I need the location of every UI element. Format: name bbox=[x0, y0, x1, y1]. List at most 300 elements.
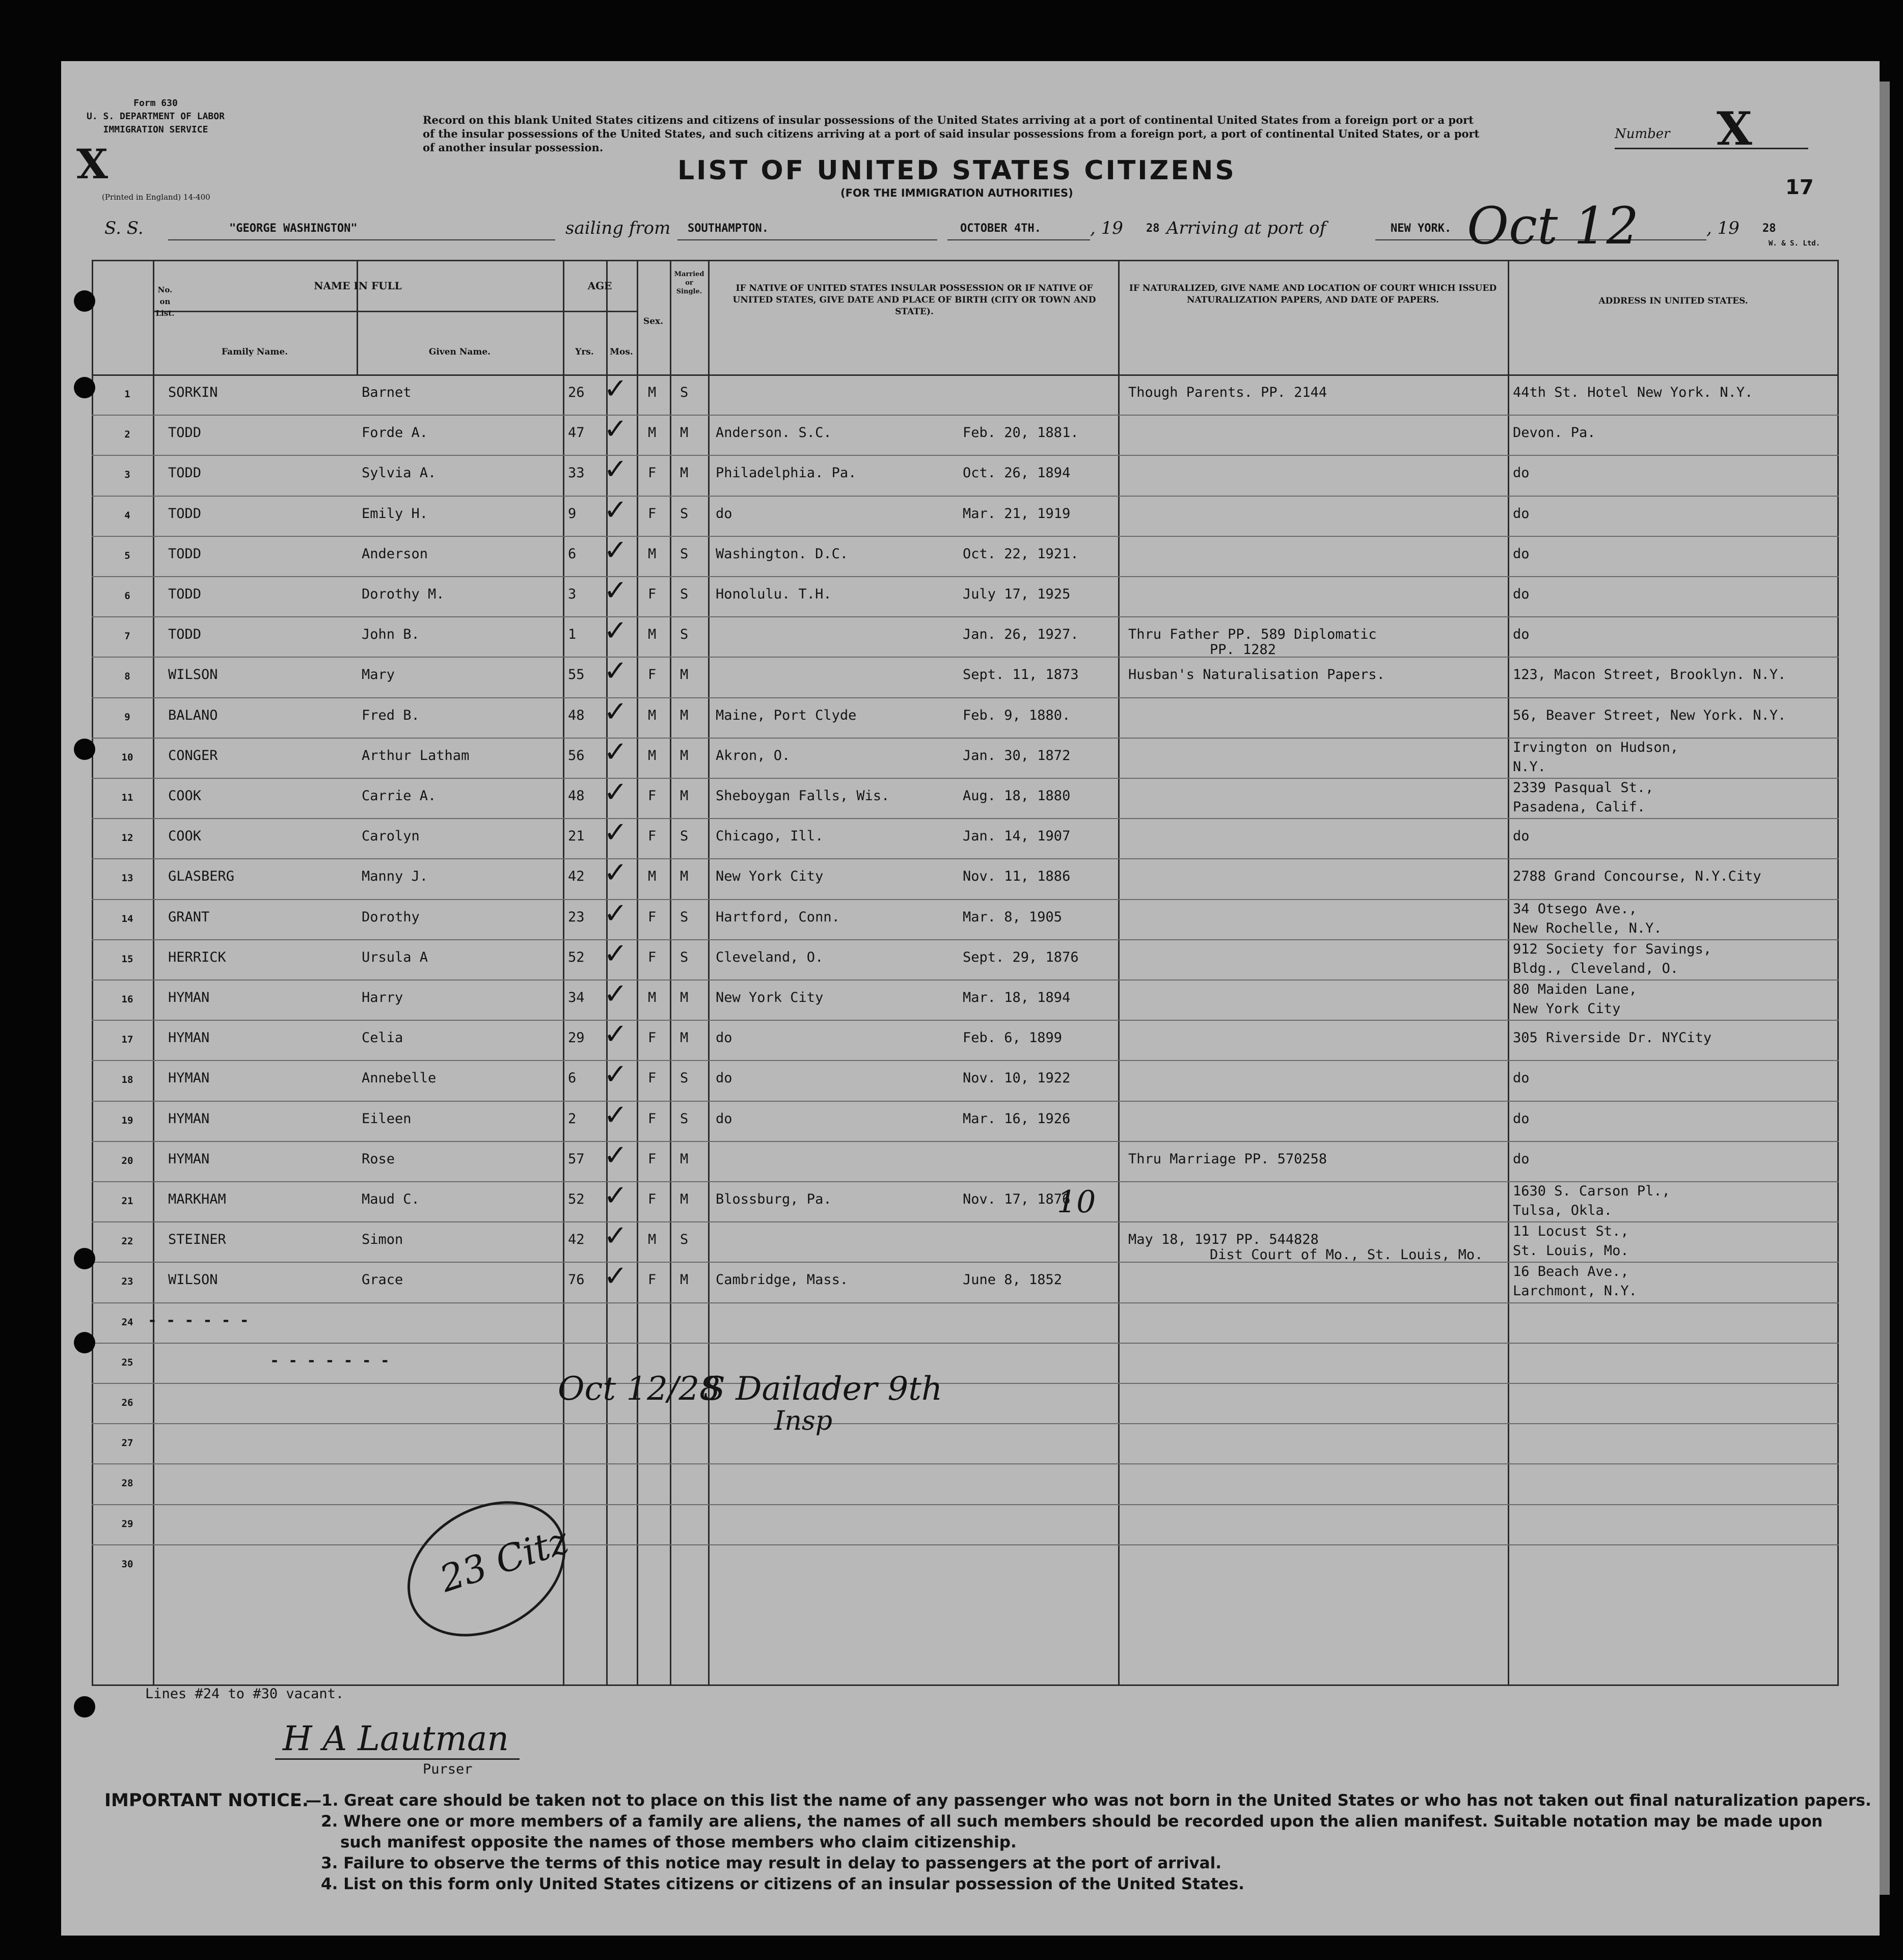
family-name: GRANT bbox=[168, 909, 210, 925]
marital-status: S bbox=[680, 828, 689, 845]
address: 56, Beaver Street, New York. N.Y. bbox=[1513, 707, 1786, 723]
naturalization: Though Parents. PP. 2144 bbox=[1128, 385, 1327, 400]
family-name: GLASBERG bbox=[168, 868, 235, 885]
sex: F bbox=[648, 505, 657, 522]
ss-label: S. S. bbox=[104, 218, 144, 238]
departure-year: 28 bbox=[1146, 222, 1160, 235]
header-name-in-full: NAME IN FULL bbox=[314, 280, 402, 292]
inspection-date: Oct 12/28 bbox=[558, 1370, 720, 1408]
birth-date: Mar. 8, 1905 bbox=[963, 909, 1063, 925]
row-number: 11 bbox=[121, 792, 133, 803]
row-number: 28 bbox=[121, 1478, 133, 1489]
birth-date: Oct. 22, 1921. bbox=[963, 546, 1079, 562]
birth-place: Chicago, Ill. bbox=[716, 828, 824, 845]
signature-line bbox=[275, 1758, 520, 1760]
given-name: Barnet bbox=[362, 385, 412, 400]
checkmark-icon: ✓ bbox=[604, 937, 628, 970]
address: do bbox=[1513, 1110, 1530, 1127]
marital-status: M bbox=[680, 1030, 689, 1046]
number-underline bbox=[1615, 148, 1808, 149]
birth-place: Akron, O. bbox=[716, 747, 791, 764]
family-name: COOK bbox=[168, 828, 202, 845]
header-given-name: Given Name. bbox=[428, 347, 491, 357]
departure-date: OCTOBER 4TH. bbox=[960, 222, 1041, 235]
given-name: Dorothy bbox=[362, 909, 420, 925]
family-name: HYMAN bbox=[168, 990, 210, 1005]
birth-place: New York City bbox=[716, 868, 824, 885]
given-name: Annebelle bbox=[362, 1070, 437, 1086]
row-rule bbox=[92, 1383, 1839, 1384]
row-number: 15 bbox=[121, 953, 133, 965]
marital-status: S bbox=[680, 385, 689, 400]
birth-place: Cleveland, O. bbox=[716, 949, 824, 965]
checkmark-icon: ✓ bbox=[604, 977, 628, 1011]
sex: F bbox=[648, 465, 657, 481]
notice-item: 3. Failure to observe the terms of this notice may result in delay to passengers at the port of arrival. bbox=[321, 1854, 1221, 1872]
naturalization: May 18, 1917 PP. 544828 bbox=[1128, 1232, 1319, 1248]
marital-status: S bbox=[680, 505, 689, 522]
birth-date: Mar. 21, 1919 bbox=[963, 505, 1071, 522]
table-row bbox=[0, 1260, 1903, 1313]
department-name: U. S. DEPARTMENT OF LABOR bbox=[87, 111, 225, 122]
table-row bbox=[0, 453, 1903, 506]
family-name: CONGER bbox=[168, 747, 218, 764]
address: 1630 S. Carson Pl., bbox=[1513, 1183, 1670, 1199]
marital-status: M bbox=[680, 1191, 689, 1207]
marital-status: M bbox=[680, 747, 689, 764]
marital-status: S bbox=[680, 586, 689, 602]
given-name: Celia bbox=[362, 1030, 403, 1046]
age-years: 26 bbox=[568, 385, 585, 400]
family-name: TODD bbox=[168, 586, 202, 602]
address: do bbox=[1513, 465, 1530, 481]
age-years: 76 bbox=[568, 1272, 585, 1288]
address-line-2: Bldg., Cleveland, O. bbox=[1513, 960, 1679, 976]
sex: M bbox=[648, 1232, 657, 1248]
checkmark-icon: ✓ bbox=[604, 1098, 628, 1132]
sailing-label: sailing from bbox=[565, 218, 671, 238]
row-rule bbox=[92, 1463, 1839, 1464]
row-number: 10 bbox=[121, 751, 133, 763]
given-name: Eileen bbox=[362, 1110, 412, 1127]
birth-place: Cambridge, Mass. bbox=[716, 1272, 849, 1288]
purser-label: Purser bbox=[423, 1761, 473, 1777]
address: do bbox=[1513, 627, 1530, 643]
printer-mark: W. & S. Ltd. bbox=[1769, 239, 1820, 248]
sex: F bbox=[648, 1151, 657, 1167]
row-number: 7 bbox=[124, 631, 130, 642]
sex: F bbox=[648, 1110, 657, 1127]
binder-hole bbox=[74, 1696, 95, 1718]
from-port: SOUTHAMPTON. bbox=[688, 222, 769, 235]
marital-status: S bbox=[680, 546, 689, 562]
address: 80 Maiden Lane, bbox=[1513, 982, 1637, 997]
row-number: 6 bbox=[124, 590, 130, 602]
ship-underline bbox=[168, 239, 555, 240]
header-age: AGE bbox=[587, 280, 612, 292]
row-rule bbox=[92, 1343, 1839, 1344]
given-name: Emily H. bbox=[362, 505, 428, 522]
checkmark-icon: ✓ bbox=[604, 1058, 628, 1092]
row-number: 20 bbox=[121, 1155, 133, 1166]
family-name: SORKIN bbox=[168, 385, 218, 400]
row-number: 21 bbox=[121, 1195, 133, 1207]
family-name: MARKHAM bbox=[168, 1191, 226, 1207]
table-row bbox=[0, 413, 1903, 466]
marital-status: M bbox=[680, 707, 689, 723]
birth-date: Mar. 18, 1894 bbox=[963, 990, 1071, 1005]
age-years: 21 bbox=[568, 828, 585, 845]
family-name: TODD bbox=[168, 425, 202, 441]
binder-hole bbox=[74, 739, 95, 760]
sex: F bbox=[648, 1070, 657, 1086]
sex: F bbox=[648, 586, 657, 602]
row-number: 14 bbox=[121, 913, 133, 924]
row-number: 12 bbox=[121, 832, 133, 844]
sex: M bbox=[648, 707, 657, 723]
birth-date: Feb. 20, 1881. bbox=[963, 425, 1079, 441]
purser-signature: H A Lautman bbox=[283, 1719, 509, 1758]
row-number: 5 bbox=[124, 550, 130, 561]
address: 44th St. Hotel New York. N.Y. bbox=[1513, 385, 1753, 400]
date-underline bbox=[947, 239, 1090, 240]
inspector-title: Insp bbox=[774, 1406, 833, 1436]
marital-status: S bbox=[680, 627, 689, 643]
row-number: 30 bbox=[121, 1558, 133, 1570]
birth-date: Jan. 26, 1927. bbox=[963, 627, 1079, 643]
birth-date: Nov. 10, 1922 bbox=[963, 1070, 1071, 1086]
age-years: 48 bbox=[568, 707, 585, 723]
address: 34 Otsego Ave., bbox=[1513, 901, 1637, 917]
row-number: 18 bbox=[121, 1074, 133, 1086]
age-years: 6 bbox=[568, 1070, 577, 1086]
table-top-border bbox=[92, 260, 1839, 261]
given-name: Carolyn bbox=[362, 828, 420, 845]
row-rule bbox=[92, 1504, 1839, 1505]
name-header-rule bbox=[153, 311, 581, 312]
table-row bbox=[0, 574, 1903, 627]
row-number: 27 bbox=[121, 1437, 133, 1449]
birth-date: Nov. 11, 1886 bbox=[963, 868, 1071, 885]
age-years: 56 bbox=[568, 747, 585, 764]
given-name: Dorothy M. bbox=[362, 586, 445, 602]
sex: M bbox=[648, 627, 657, 643]
inspector-name: S Dailader 9th bbox=[703, 1370, 943, 1408]
address: 912 Society for Savings, bbox=[1513, 941, 1712, 957]
table-row bbox=[0, 776, 1903, 829]
address: 2339 Pasqual St., bbox=[1513, 780, 1654, 796]
given-name: Harry bbox=[362, 990, 403, 1005]
year-prefix: , 19 bbox=[1090, 218, 1123, 238]
checkmark-icon: ✓ bbox=[604, 776, 628, 809]
given-name: Rose bbox=[362, 1151, 395, 1167]
table-row bbox=[0, 533, 1903, 587]
table-row bbox=[0, 1098, 1903, 1152]
family-name: COOK bbox=[168, 788, 202, 804]
row-number: 25 bbox=[121, 1356, 133, 1368]
birth-date: July 17, 1925 bbox=[963, 586, 1071, 602]
checkmark-icon: ✓ bbox=[604, 1018, 628, 1051]
birth-place: do bbox=[716, 1070, 732, 1086]
table-row bbox=[0, 493, 1903, 547]
birth-date: Jan. 14, 1907 bbox=[963, 828, 1071, 845]
address-line-2: New York City bbox=[1513, 1001, 1621, 1017]
header-sex: Sex. bbox=[643, 316, 664, 326]
age-years: 9 bbox=[568, 505, 577, 522]
checkmark-icon: ✓ bbox=[604, 1138, 628, 1172]
sex: F bbox=[648, 828, 657, 845]
given-name: Simon bbox=[362, 1232, 403, 1248]
family-name: STEINER bbox=[168, 1232, 226, 1248]
given-name: Forde A. bbox=[362, 425, 428, 441]
row-number: 9 bbox=[124, 711, 130, 723]
birth-date: June 8, 1852 bbox=[963, 1272, 1063, 1288]
header-naturalization: IF NATURALIZED, GIVE NAME AND LOCATION OF COURT WHICH ISSUED NATURALIZATION PAPERS, AND DATE OF PAPERS. bbox=[1129, 283, 1497, 305]
checkmark-icon: ✓ bbox=[604, 896, 628, 930]
header-bottom-border bbox=[92, 374, 1839, 376]
birth-date: Nov. 17, 1876 bbox=[963, 1191, 1071, 1207]
family-name: BALANO bbox=[168, 707, 218, 723]
binder-hole bbox=[74, 377, 95, 398]
checkmark-icon: ✓ bbox=[604, 372, 628, 405]
checkmark-icon: ✓ bbox=[604, 493, 628, 527]
age-years: 42 bbox=[568, 1232, 585, 1248]
marital-status: S bbox=[680, 909, 689, 925]
age-years: 6 bbox=[568, 546, 577, 562]
marital-status: M bbox=[680, 1151, 689, 1167]
birth-date: Oct. 26, 1894 bbox=[963, 465, 1071, 481]
checkmark-icon: ✓ bbox=[604, 614, 628, 648]
ship-name: "GEORGE WASHINGTON" bbox=[229, 222, 358, 235]
row-number: 19 bbox=[121, 1114, 133, 1126]
family-name: TODD bbox=[168, 627, 202, 643]
birth-place: do bbox=[716, 505, 732, 522]
arrival-year-prefix: , 19 bbox=[1706, 218, 1739, 238]
header-birth-place: IF NATIVE OF UNITED STATES INSULAR POSSESSION OR IF NATIVE OF UNITED STATES, GIVE DATE AND PLACE OF BIRTH (CITY OR TOWN AND STATE). bbox=[732, 283, 1096, 317]
sex: M bbox=[648, 747, 657, 764]
header-married-single: Married or Single. bbox=[674, 270, 704, 295]
row-rule bbox=[92, 1544, 1839, 1545]
notice-title: IMPORTANT NOTICE. bbox=[104, 1790, 309, 1811]
row-number: 26 bbox=[121, 1397, 133, 1408]
birth-place: Honolulu. T.H. bbox=[716, 586, 832, 602]
address: do bbox=[1513, 546, 1530, 562]
marital-status: S bbox=[680, 949, 689, 965]
table-row bbox=[0, 816, 1903, 869]
naturalization: Thru Marriage PP. 570258 bbox=[1128, 1151, 1327, 1167]
page-title: LIST OF UNITED STATES CITIZENS bbox=[677, 155, 1236, 186]
birth-date: Feb. 9, 1880. bbox=[963, 707, 1071, 723]
birth-date: Sept. 11, 1873 bbox=[963, 667, 1079, 683]
list-number: X bbox=[1717, 102, 1752, 156]
vacant-dashes: - - - - - - - bbox=[270, 1351, 390, 1370]
binder-hole bbox=[74, 1248, 95, 1269]
birth-place: Philadelphia. Pa. bbox=[716, 465, 857, 481]
age-years: 52 bbox=[568, 1191, 585, 1207]
sex: F bbox=[648, 909, 657, 925]
address: do bbox=[1513, 828, 1530, 845]
birth-date: Sept. 29, 1876 bbox=[963, 949, 1079, 965]
address-line-2: St. Louis, Mo. bbox=[1513, 1243, 1629, 1259]
header-yrs: Yrs. bbox=[575, 347, 594, 357]
table-row bbox=[0, 655, 1903, 707]
checkmark-icon: ✓ bbox=[604, 1179, 628, 1212]
birth-date: Aug. 18, 1880 bbox=[963, 788, 1071, 804]
address: Irvington on Hudson, bbox=[1513, 739, 1679, 755]
row-number: 2 bbox=[124, 429, 130, 441]
header-no: No. on List. bbox=[155, 285, 175, 318]
marital-status: M bbox=[680, 425, 689, 441]
age-years: 42 bbox=[568, 868, 585, 885]
checkmark-icon: ✓ bbox=[604, 453, 628, 486]
row-number: 13 bbox=[121, 873, 133, 884]
binder-hole bbox=[74, 290, 95, 312]
birth-place: Sheboygan Falls, Wis. bbox=[716, 788, 890, 804]
service-name: IMMIGRATION SERVICE bbox=[103, 124, 208, 135]
birth-date: Mar. 16, 1926 bbox=[963, 1110, 1071, 1127]
row-number: 24 bbox=[121, 1316, 133, 1328]
given-name: Anderson bbox=[362, 546, 428, 562]
birth-place: do bbox=[716, 1110, 732, 1127]
printed-note: (Printed in England) 14-400 bbox=[102, 193, 210, 202]
corner-mark: X bbox=[76, 140, 108, 188]
notice-item: —1. Great care should be taken not to place on this list the name of any passenger who was not born in the United States or who has not taken out final naturalization papers. bbox=[306, 1791, 1871, 1810]
given-name: Grace bbox=[362, 1272, 403, 1288]
notice-item: 2. Where one or more members of a family are aliens, the names of all such members should be recorded upon the alien manifest. Suitable notation may be made upon bbox=[321, 1812, 1823, 1831]
port-underline bbox=[677, 239, 937, 240]
age-years: 55 bbox=[568, 667, 585, 683]
address: 305 Riverside Dr. NYCity bbox=[1513, 1030, 1712, 1046]
citizen-count-note: 23 Citz bbox=[434, 1518, 574, 1601]
family-name: TODD bbox=[168, 505, 202, 522]
marital-status: M bbox=[680, 667, 689, 683]
page-subtitle: (FOR THE IMMIGRATION AUTHORITIES) bbox=[840, 187, 1073, 199]
sex: M bbox=[648, 385, 657, 400]
header-address: ADDRESS IN UNITED STATES. bbox=[1598, 296, 1748, 306]
checkmark-icon: ✓ bbox=[604, 655, 628, 688]
row-number: 22 bbox=[121, 1236, 133, 1247]
checkmark-icon: ✓ bbox=[604, 1260, 628, 1293]
sex: F bbox=[648, 667, 657, 683]
sex: M bbox=[648, 990, 657, 1005]
sex: F bbox=[648, 1030, 657, 1046]
birth-place: Washington. D.C. bbox=[716, 546, 849, 562]
address: do bbox=[1513, 586, 1530, 602]
family-name: TODD bbox=[168, 465, 202, 481]
marital-status: M bbox=[680, 868, 689, 885]
row-number: 4 bbox=[124, 509, 130, 521]
family-name: WILSON bbox=[168, 667, 218, 683]
vacant-note: Lines #24 to #30 vacant. bbox=[145, 1686, 344, 1702]
given-name: Arthur Latham bbox=[362, 747, 470, 764]
birth-place: do bbox=[716, 1030, 732, 1046]
address: do bbox=[1513, 505, 1530, 522]
family-name: HERRICK bbox=[168, 949, 226, 965]
checkmark-icon: ✓ bbox=[604, 695, 628, 728]
row-number: 8 bbox=[124, 671, 130, 683]
age-years: 47 bbox=[568, 425, 585, 441]
age-years: 52 bbox=[568, 949, 585, 965]
checkmark-icon: ✓ bbox=[604, 856, 628, 890]
marital-status: M bbox=[680, 1272, 689, 1288]
checkmark-icon: ✓ bbox=[604, 1219, 628, 1253]
table-bottom-border bbox=[92, 1684, 1839, 1686]
header-mos: Mos. bbox=[610, 347, 633, 357]
age-years: 29 bbox=[568, 1030, 585, 1046]
address: 123, Macon Street, Brooklyn. N.Y. bbox=[1513, 667, 1786, 683]
form-identity bbox=[87, 97, 225, 137]
arriving-label: Arriving at port of bbox=[1166, 218, 1326, 238]
record-instructions: Record on this blank United States citizens and citizens of insular possessions of the United States arriving at a port of continental United States from a foreign port or a port of the insular possessions of the United States, and such citizens arriving at a port of said insular possessions from a foreign port, a port of continental United States, or a port of another insular possession. bbox=[423, 114, 1480, 154]
vacant-dashes: - - - - - - bbox=[148, 1311, 249, 1329]
birth-place: Hartford, Conn. bbox=[716, 909, 840, 925]
address: 16 Beach Ave., bbox=[1513, 1264, 1629, 1280]
row-number: 23 bbox=[121, 1276, 133, 1288]
naturalization-line-2: Dist Court of Mo., St. Louis, Mo. bbox=[1210, 1247, 1483, 1263]
address-line-2: N.Y. bbox=[1513, 758, 1546, 775]
form-number: Form 630 bbox=[133, 98, 178, 108]
address: Devon. Pa. bbox=[1513, 425, 1596, 441]
header-family-name: Family Name. bbox=[221, 347, 288, 357]
age-years: 33 bbox=[568, 465, 585, 481]
address-line-2: Tulsa, Okla. bbox=[1513, 1203, 1613, 1218]
table-row bbox=[0, 1058, 1903, 1111]
birth-date: Jan. 30, 1872 bbox=[963, 747, 1071, 764]
birth-place: Maine, Port Clyde bbox=[716, 707, 857, 723]
page-number: 17 bbox=[1785, 176, 1814, 199]
sex: F bbox=[648, 1272, 657, 1288]
marital-status: S bbox=[680, 1070, 689, 1086]
row-number: 29 bbox=[121, 1518, 133, 1530]
age-header-rule bbox=[563, 311, 637, 312]
checkmark-icon: ✓ bbox=[604, 533, 628, 567]
age-years: 34 bbox=[568, 990, 585, 1005]
binder-hole bbox=[74, 1332, 95, 1353]
family-name: HYMAN bbox=[168, 1070, 210, 1086]
birth-place: New York City bbox=[716, 990, 824, 1005]
row-number: 17 bbox=[121, 1034, 133, 1046]
given-name: Manny J. bbox=[362, 868, 428, 885]
given-name: Mary bbox=[362, 667, 395, 683]
marital-status: S bbox=[680, 1110, 689, 1127]
table-row bbox=[0, 977, 1903, 1030]
notice-item: 4. List on this form only United States citizens or citizens of an insular possession of the United States. bbox=[321, 1875, 1244, 1893]
given-name: John B. bbox=[362, 627, 420, 643]
handwritten-ten: 10 bbox=[1057, 1184, 1096, 1220]
given-name: Carrie A. bbox=[362, 788, 437, 804]
table-row bbox=[0, 614, 1903, 667]
age-years: 3 bbox=[568, 586, 577, 602]
checkmark-icon: ✓ bbox=[604, 816, 628, 850]
age-years: 23 bbox=[568, 909, 585, 925]
checkmark-icon: ✓ bbox=[604, 574, 628, 607]
arrival-port: NEW YORK. bbox=[1391, 222, 1452, 235]
age-years: 1 bbox=[568, 627, 577, 643]
age-years: 2 bbox=[568, 1110, 577, 1127]
address: do bbox=[1513, 1151, 1530, 1167]
notice-item: such manifest opposite the names of those members who claim citizenship. bbox=[340, 1833, 1017, 1852]
address-line-2: Larchmont, N.Y. bbox=[1513, 1283, 1637, 1299]
naturalization: Husban's Naturalisation Papers. bbox=[1128, 667, 1385, 683]
sex: M bbox=[648, 425, 657, 441]
row-number: 3 bbox=[124, 469, 130, 481]
sex: F bbox=[648, 949, 657, 965]
arrival-date-handwritten: Oct 12 bbox=[1467, 196, 1639, 256]
birth-date: Feb. 6, 1899 bbox=[963, 1030, 1063, 1046]
birth-place: Blossburg, Pa. bbox=[716, 1191, 832, 1207]
age-years: 57 bbox=[568, 1151, 585, 1167]
family-name: HYMAN bbox=[168, 1030, 210, 1046]
